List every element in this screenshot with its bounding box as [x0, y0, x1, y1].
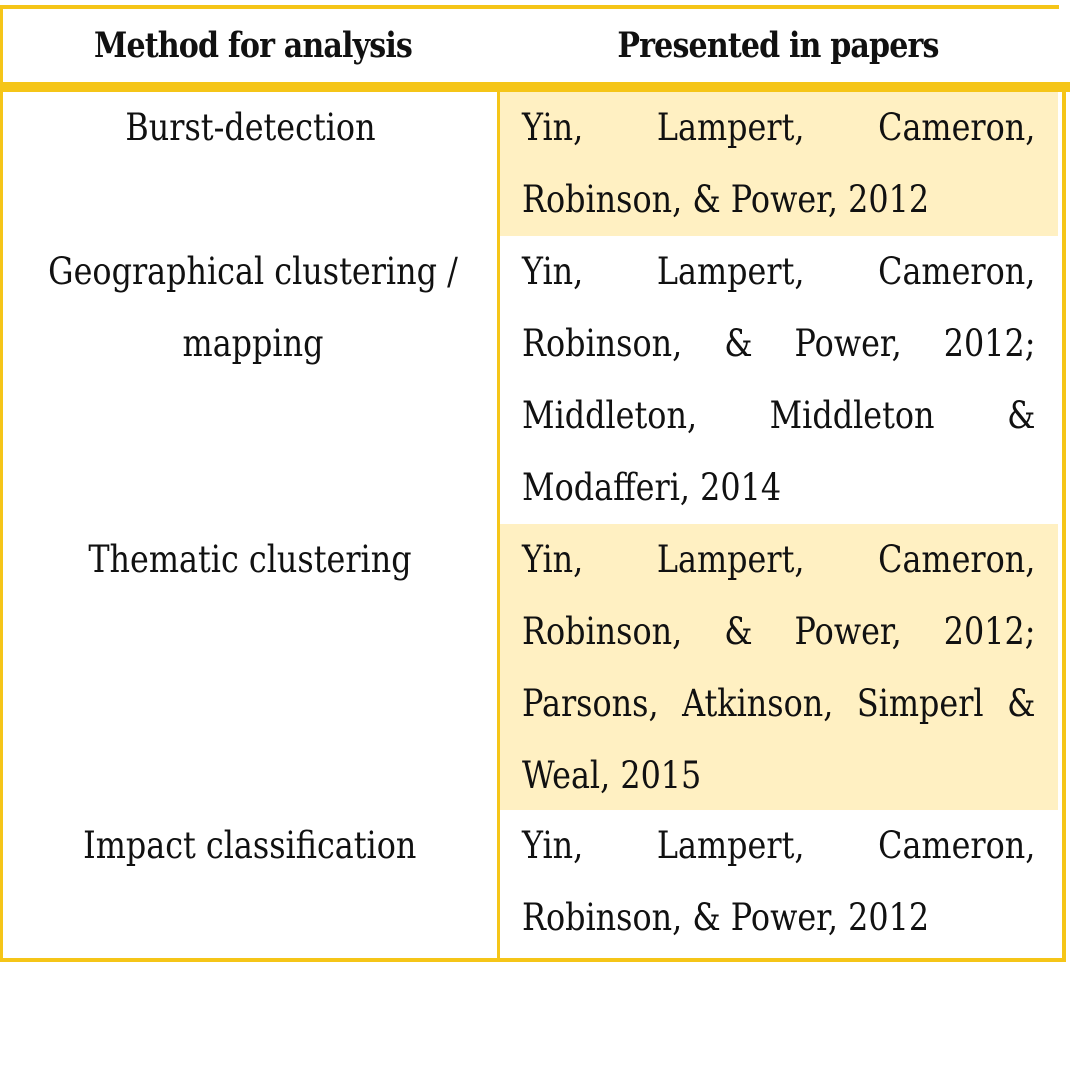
header-method: Method for analysis: [93, 25, 413, 66]
table-row: [3, 810, 1058, 958]
header-rule: [0, 82, 1070, 92]
table-row: [3, 236, 1058, 524]
header-papers: Presented in papers: [617, 25, 939, 66]
methods-table: [0, 5, 1059, 939]
method-cell: Impact classification: [83, 824, 417, 867]
table-row: [3, 92, 1058, 236]
method-cell: Thematic clustering: [88, 538, 412, 581]
method-cell: Burst-detection: [124, 106, 376, 149]
table-body: [0, 92, 1066, 962]
papers-cell: Yin, Lampert, Cameron, Robinson, & Power, 2012: [500, 92, 1058, 236]
papers-cell: Yin, Lampert, Cameron, Robinson, & Power, 2012: [522, 824, 1036, 939]
papers-cell: Yin, Lampert, Cameron, Robinson, & Power, 2012; Parsons, Atkinson, Simperl & Weal, 2015: [500, 524, 1058, 810]
table-row: [3, 524, 1058, 810]
papers-cell: Yin, Lampert, Cameron, Robinson, & Power, 2012; Middleton, Middleton & Modafferi, 2014: [522, 250, 1036, 509]
table-header: [0, 5, 1059, 82]
method-cell: Geographical clustering / mapping: [48, 250, 458, 365]
